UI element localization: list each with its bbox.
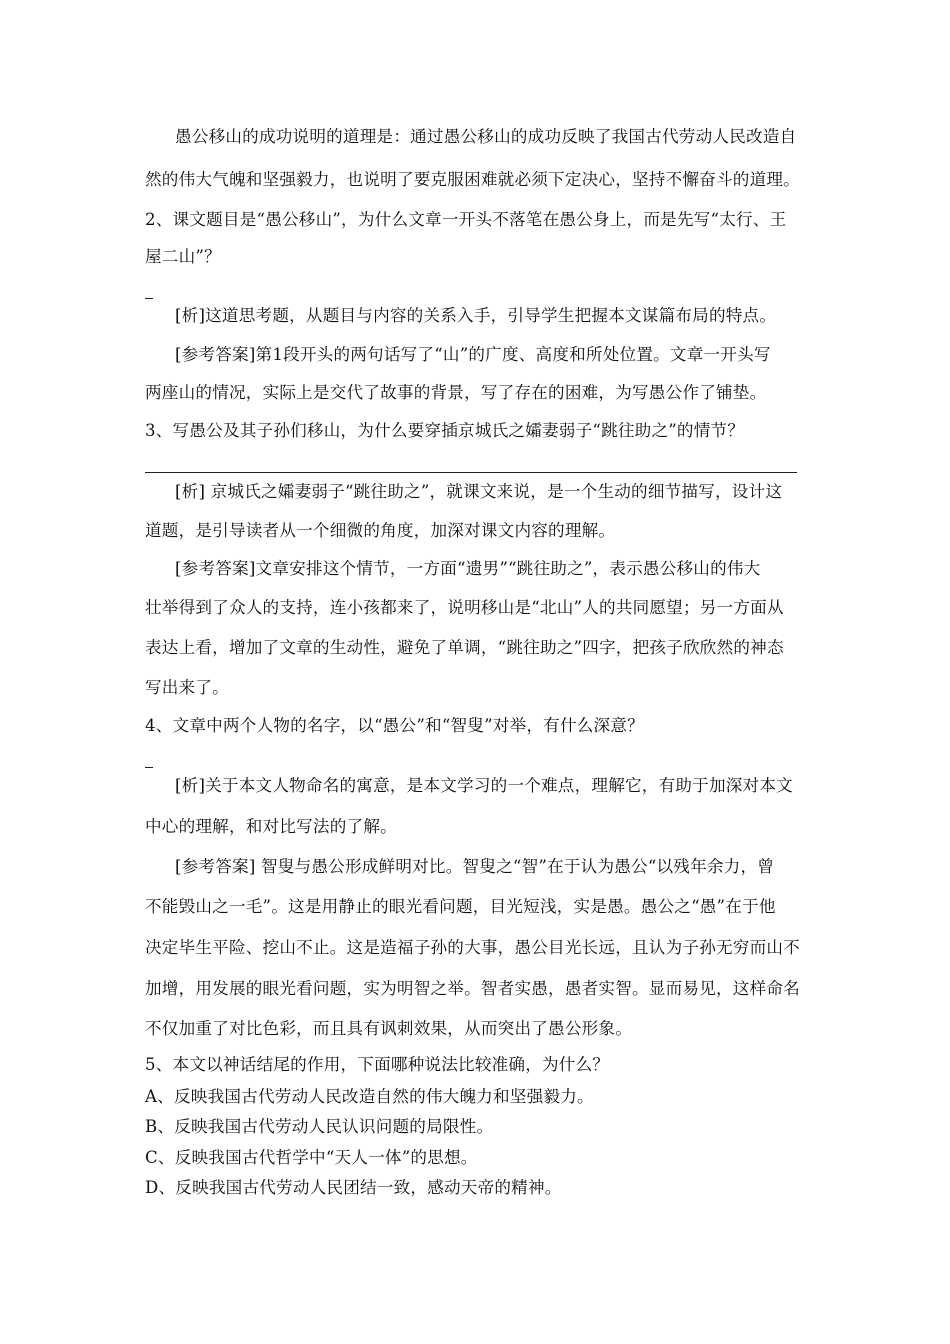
question-4-answer-line-5: 不仅加重了对比色彩，而且具有讽刺效果，从而突出了愚公形象。 [145, 1019, 633, 1038]
question-3-answer-line-4: 写出来了。 [145, 678, 229, 697]
question-4-analysis-line-2: 中心的理解，和对比写法的了解。 [145, 817, 397, 836]
answer-blank-short [145, 767, 153, 768]
question-3-line-1: 3、写愚公及其子孙们移山，为什么要穿插京城氏之孀妻弱子“跳往助之”的情节？ [145, 421, 745, 440]
question-3-analysis-line-1: [析] 京城氏之孀妻弱子“跳往助之”，就课文来说，是一个生动的细节描写，设计这 [175, 482, 783, 501]
conclusion-line-1: 愚公移山的成功说明的道理是：通过愚公移山的成功反映了我国古代劳动人民改造自 [175, 127, 797, 146]
question-2-line-2: 屋二山”？ [145, 247, 221, 266]
question-2-analysis: [析]这道思考题，从题目与内容的关系入手，引导学生把握本文谋篇布局的特点。 [175, 306, 777, 325]
question-5-option-a: A、反映我国古代劳动人民改造自然的伟大魄力和坚强毅力。 [145, 1087, 594, 1106]
question-5-option-b: B、反映我国古代劳动人民认识问题的局限性。 [145, 1117, 494, 1136]
answer-blank-short [145, 298, 153, 299]
question-4-answer-line-4: 加增，用发展的眼光看问题，实为明智之举。智者实愚，愚者实智。显而易见，这样命名 [145, 979, 800, 998]
question-4-analysis-line-1: [析]关于本文人物命名的寓意，是本文学习的一个难点，理解它，有助于加深对本文 [175, 776, 793, 795]
question-3-answer-line-3: 表达上看，增加了文章的生动性，避免了单调，“跳往助之”四字，把孩子欣欣然的神态 [145, 638, 784, 657]
question-4-line-1: 4、文章中两个人物的名字，以“愚公”和“智叟”对举，有什么深意？ [145, 716, 644, 735]
answer-blank-line [145, 472, 797, 473]
question-2-answer-line-2: 两座山的情况，实际上是交代了故事的背景，写了存在的困难，为写愚公作了铺垫。 [145, 383, 767, 402]
question-3-answer-line-1: [参考答案]文章安排这个情节，一方面“遗男”“跳往助之”，表示愚公移山的伟大 [175, 559, 761, 578]
question-4-answer-line-2: 不能毁山之一毛”。这是用静止的眼光看问题，目光短浅，实是愚。愚公之“愚”在于他 [145, 897, 776, 916]
question-4-answer-line-1: [参考答案] 智叟与愚公形成鲜明对比。智叟之“智”在于认为愚公“以残年余力，曾 [175, 857, 775, 876]
question-4-answer-line-3: 决定毕生平险、挖山不止。这是造福子孙的大事，愚公目光长远，且认为子孙无穷而山不 [145, 938, 800, 957]
question-5-line-1: 5、本文以神话结尾的作用，下面哪种说法比较准确，为什么？ [145, 1055, 610, 1074]
question-3-analysis-line-2: 道题，是引导读者从一个细微的角度，加深对课文内容的理解。 [145, 521, 616, 540]
question-5-option-d: D、反映我国古代劳动人民团结一致，感动天帝的精神。 [145, 1178, 562, 1197]
question-2-answer-line-1: [参考答案]第1段开头的两句话写了“山”的广度、高度和所处位置。文章一开头写 [175, 345, 771, 364]
conclusion-line-2: 然的伟大气魄和坚强毅力，也说明了要克服困难就必须下定决心，坚持不懈奋斗的道理。 [145, 170, 800, 189]
question-5-option-c: C、反映我国古代哲学中“天人一体”的思想。 [145, 1148, 478, 1167]
question-2-line-1: 2、课文题目是“愚公移山”，为什么文章一开头不落笔在愚公身上，而是先写“太行、王 [145, 210, 787, 229]
question-3-answer-line-2: 壮举得到了众人的支持，连小孩都来了，说明移山是“北山”人的共同愿望；另一方面从 [145, 598, 784, 617]
